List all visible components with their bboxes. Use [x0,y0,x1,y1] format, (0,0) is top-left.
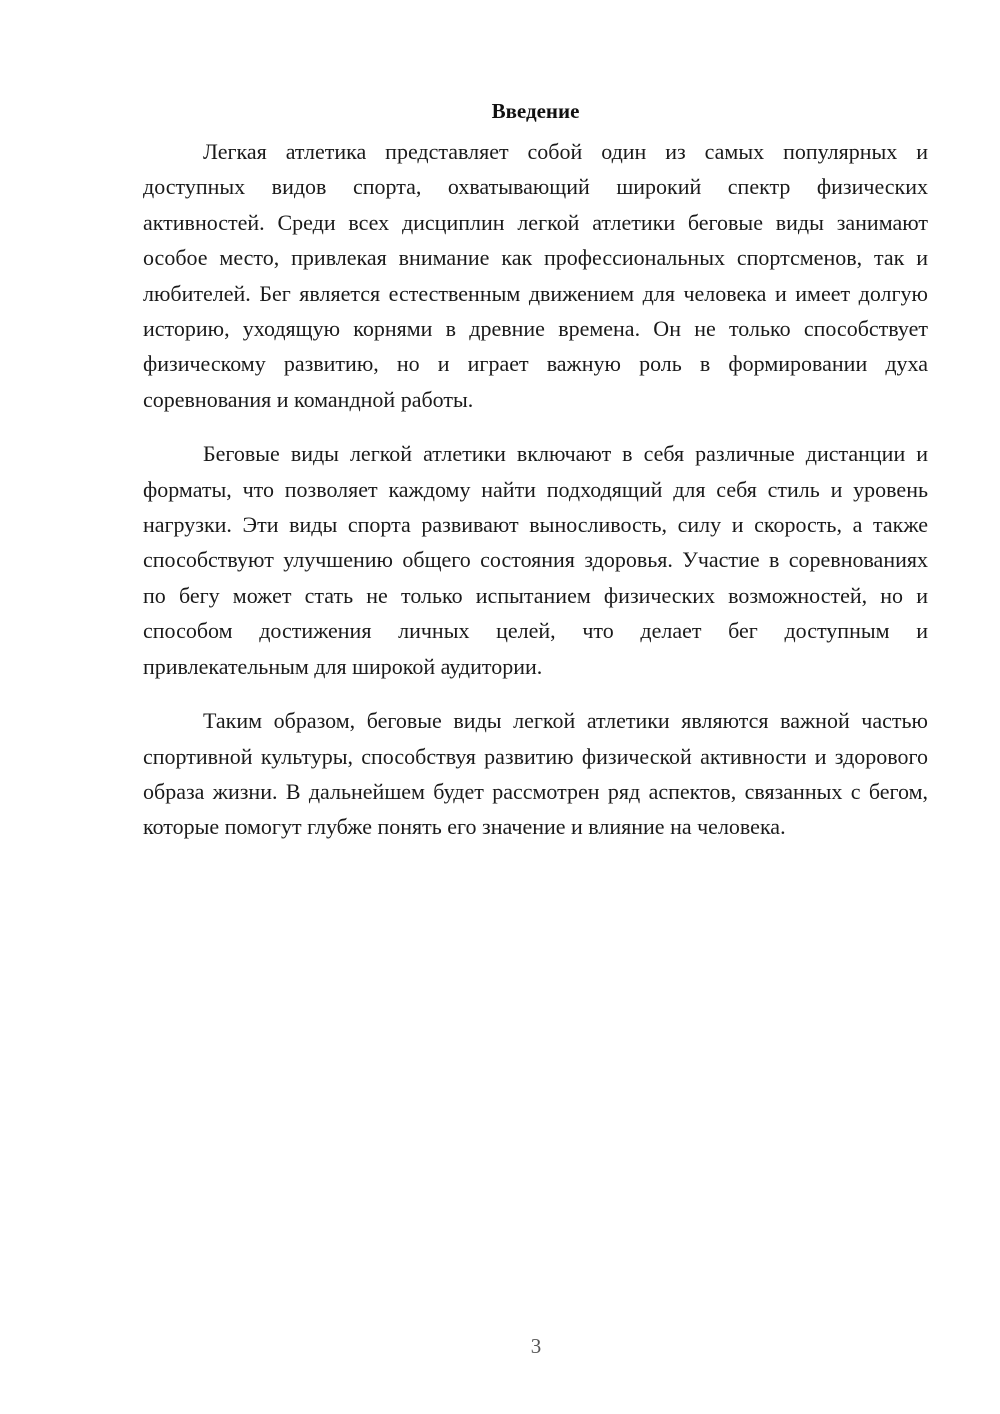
page-number: 3 [530,1334,542,1358]
paragraph-2: Беговые виды легкой атлетики включают в себя различные дистанции и форматы, что позволяет каждому найти подходящий для себя стиль и уровень нагрузки. Эти виды спорта развивают выносливость, силу и скорость, а также способствуют улучшению общего состояния здоровья. Участие в соревнованиях по бегу может стать не только испытанием физических возможностей, но и способом достижения личных целей, что делает бег доступным и привлекательным для широкой аудитории. [143,441,928,679]
paragraph-1: Легкая атлетика представляет собой один из самых популярных и доступных видов спорта, охватывающий широкий спектр физических активностей. Среди всех дисциплин легкой атлетики беговые виды занимают особое место, привлекая внимание как профессиональных спортсменов, так и любителей. Бег является естественным движением для человека и имеет долгую историю, уходящую корнями в древние времена. Он не только способствует физическому развитию, но и играет важную роль в формировании духа соревнования и командной работы. [143,139,928,412]
document-body [143,92,928,864]
paragraph-3: Таким образом, беговые виды легкой атлетики являются важной частью спортивной культуры, способствуя развитию физической активности и здорового образа жизни. В дальнейшем будет рассмотрен ряд аспектов, связанных с бегом, которые помогут глубже понять его значение и влияние на человека. [143,708,928,840]
section-heading: Введение [491,99,580,123]
